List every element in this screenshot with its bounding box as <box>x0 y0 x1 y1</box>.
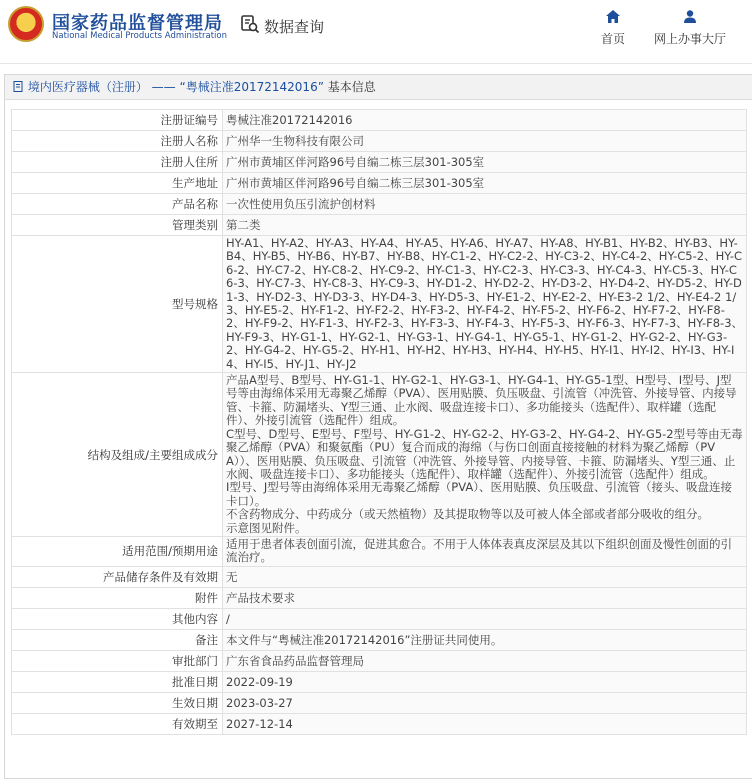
field-label: 附件 <box>12 587 223 608</box>
field-value: 产品A型号、B型号、HY-G1-1、HY-G2-1、HY-G3-1、HY-G4-1、HY-G5-1型、H型号、I型号、J型号等由海绵体采用无毒聚乙烯醇（PVA）、医用贴膜、负压吸盘、引流管（冲洗管、外接导管、内接导管、卡箍、防漏堵头、Y型三通、止水阀、吸盘连接卡口）、多功能接头（选配件）、取样罐（选配件）、外接引流管（选配件）组成。 C型号、D型号、E型号、F型号、HY-G1-2、HY-G2-2、HY-G3-2、HY-G4-2、HY-G5-2型号等由无毒聚乙烯醇（PVA）和聚氨酯（PU）复合而成的海绵（与伤口创面直接接触的材料为聚乙烯醇（PVA））、医用贴膜、负压吸盘、引流管（冲洗管、外接导管、内接导管、卡箍、防漏堵头、Y型三通、止水阀、吸盘连接卡口）、多功能接头（选配件）、取样罐（选配件）、外接引流管（选配件）组成。 I型号、J型号等由海绵体采用无毒聚乙烯醇（PVA）、医用贴膜、负压吸盘、引流管（接头、吸盘连接卡口）。 不含药物成分、中药成分（或天然植物）及其提取物等以及可被人体全部或者部分吸收的组分。 示意图见附件。 <box>223 373 747 537</box>
field-label: 注册人名称 <box>12 131 223 152</box>
nav-home[interactable] <box>601 10 625 47</box>
user-icon <box>654 10 726 26</box>
field-label: 生产地址 <box>12 173 223 194</box>
field-value: 2022-09-19 <box>223 671 747 692</box>
field-label: 产品储存条件及有效期 <box>12 566 223 587</box>
field-value: 第二类 <box>223 215 747 236</box>
field-label: 注册证编号 <box>12 110 223 131</box>
table-row <box>12 608 747 629</box>
field-value: 产品技术要求 <box>223 587 747 608</box>
home-icon <box>601 10 625 26</box>
field-label: 结构及组成/主要组成成分 <box>12 373 223 537</box>
table-row <box>12 587 747 608</box>
field-value: 粤械注准20172142016 <box>223 110 747 131</box>
national-emblem-logo[interactable] <box>8 6 44 42</box>
field-label: 有效期至 <box>12 713 223 734</box>
field-value: HY-A1、HY-A2、HY-A3、HY-A4、HY-A5、HY-A6、HY-A7、HY-A8、HY-B1、HY-B2、HY-B3、HY-B4、HY-B5、HY-B6、HY-B7、HY-B8、HY-C1-2、HY-C2-2、HY-C3-2、HY-C4-2、HY-C5-2、HY-C6-2、HY-C7-2、HY-C8-2、HY-C9-2、HY-C1-3、HY-C2-3、HY-C3-3、HY-C4-3、HY-C5-3、HY-C6-3、HY-C7-3、HY-C8-3、HY-C9-3、HY-D1-2、HY-D2-2、HY-D3-2、HY-D4-2、HY-D5-2、HY-D1-3、HY-D2-3、HY-D3-3、HY-D4-3、HY-D5-3、HY-E1-2、HY-E2-2、HY-E3-2 1/2、HY-E4-2 1/3、HY-E5-2、HY-F1-2、HY-F2-2、HY-F3-2、HY-F4-2、HY-F5-2、HY-F6-2、HY-F7-2、HY-F8-2、HY-F9-2、HY-F1-3、HY-F2-3、HY-F3-3、HY-F4-3、HY-F5-3、HY-F6-3、HY-F7-3、HY-F8-3、HY-F9-3、HY-G1-1、HY-G2-1、HY-G3-1、HY-G4-1、HY-G5-1、HY-G1-2、HY-G2-2、HY-G3-2、HY-G4-2、HY-G5-2、HY-H1、HY-H2、HY-H3、HY-H4、HY-H5、HY-I1、HY-I2、HY-I3、HY-I4、HY-I5、HY-J1、HY-J2 <box>223 236 747 373</box>
field-value: 广州市黄埔区伴河路96号自编二栋三层301-305室 <box>223 173 747 194</box>
table-row <box>12 215 747 236</box>
table-row <box>12 566 747 587</box>
field-label: 审批部门 <box>12 650 223 671</box>
document-icon <box>13 80 28 94</box>
field-value: 无 <box>223 566 747 587</box>
field-value: 适用于患者体表创面引流，促进其愈合。不用于人体体表真皮深层及其以下组织创面及慢性创面的引流治疗。 <box>223 536 747 566</box>
table-row <box>12 110 747 131</box>
table-row <box>12 152 747 173</box>
table-row <box>12 713 747 734</box>
field-label: 产品名称 <box>12 194 223 215</box>
breadcrumb-separator: —— <box>151 80 176 94</box>
field-value: 2027-12-14 <box>223 713 747 734</box>
table-row <box>12 671 747 692</box>
table-row <box>12 629 747 650</box>
field-value: 广州市黄埔区伴河路96号自编二栋三层301-305室 <box>223 152 747 173</box>
site-subtitle: National Medical Products Administration <box>52 31 227 41</box>
table-row <box>12 236 747 373</box>
table-row <box>12 173 747 194</box>
field-label: 管理类别 <box>12 215 223 236</box>
table-row <box>12 194 747 215</box>
field-label: 型号规格 <box>12 236 223 373</box>
data-query-link[interactable] <box>240 14 324 38</box>
field-value: 广州华一生物科技有限公司 <box>223 131 747 152</box>
nav-home-label: 首页 <box>601 32 626 46</box>
breadcrumb-section[interactable]: 境内医疗器械（注册） <box>27 80 148 94</box>
field-label: 注册人住所 <box>12 152 223 173</box>
field-value: 2023-03-27 <box>223 692 747 713</box>
breadcrumb-suffix: 基本信息 <box>327 80 376 94</box>
nav-online-service[interactable] <box>654 10 726 47</box>
data-query-label: 数据查询 <box>264 17 325 36</box>
table-row <box>12 131 747 152</box>
field-value: 本文件与“粤械注准20172142016”注册证共同使用。 <box>223 629 747 650</box>
table-row <box>12 373 747 537</box>
info-table <box>11 109 747 735</box>
nav-online-service-label: 网上办事大厅 <box>654 32 727 46</box>
table-row <box>12 692 747 713</box>
field-label: 适用范围/预期用途 <box>12 536 223 566</box>
data-query-icon <box>240 14 260 38</box>
detail-panel <box>4 74 752 779</box>
field-label: 批准日期 <box>12 671 223 692</box>
table-row <box>12 536 747 566</box>
field-value: 一次性使用负压引流护创材料 <box>223 194 747 215</box>
breadcrumb-record: “粤械注准20172142016” <box>179 80 324 94</box>
site-header <box>0 0 752 56</box>
field-label: 其他内容 <box>12 608 223 629</box>
site-title[interactable]: 国家药品监督管理局 <box>52 13 223 34</box>
table-row <box>12 650 747 671</box>
field-value: 广东省食品药品监督管理局 <box>223 650 747 671</box>
field-label: 生效日期 <box>12 692 223 713</box>
header-divider <box>0 63 752 64</box>
field-label: 备注 <box>12 629 223 650</box>
field-value: / <box>223 608 747 629</box>
breadcrumb <box>5 75 752 100</box>
